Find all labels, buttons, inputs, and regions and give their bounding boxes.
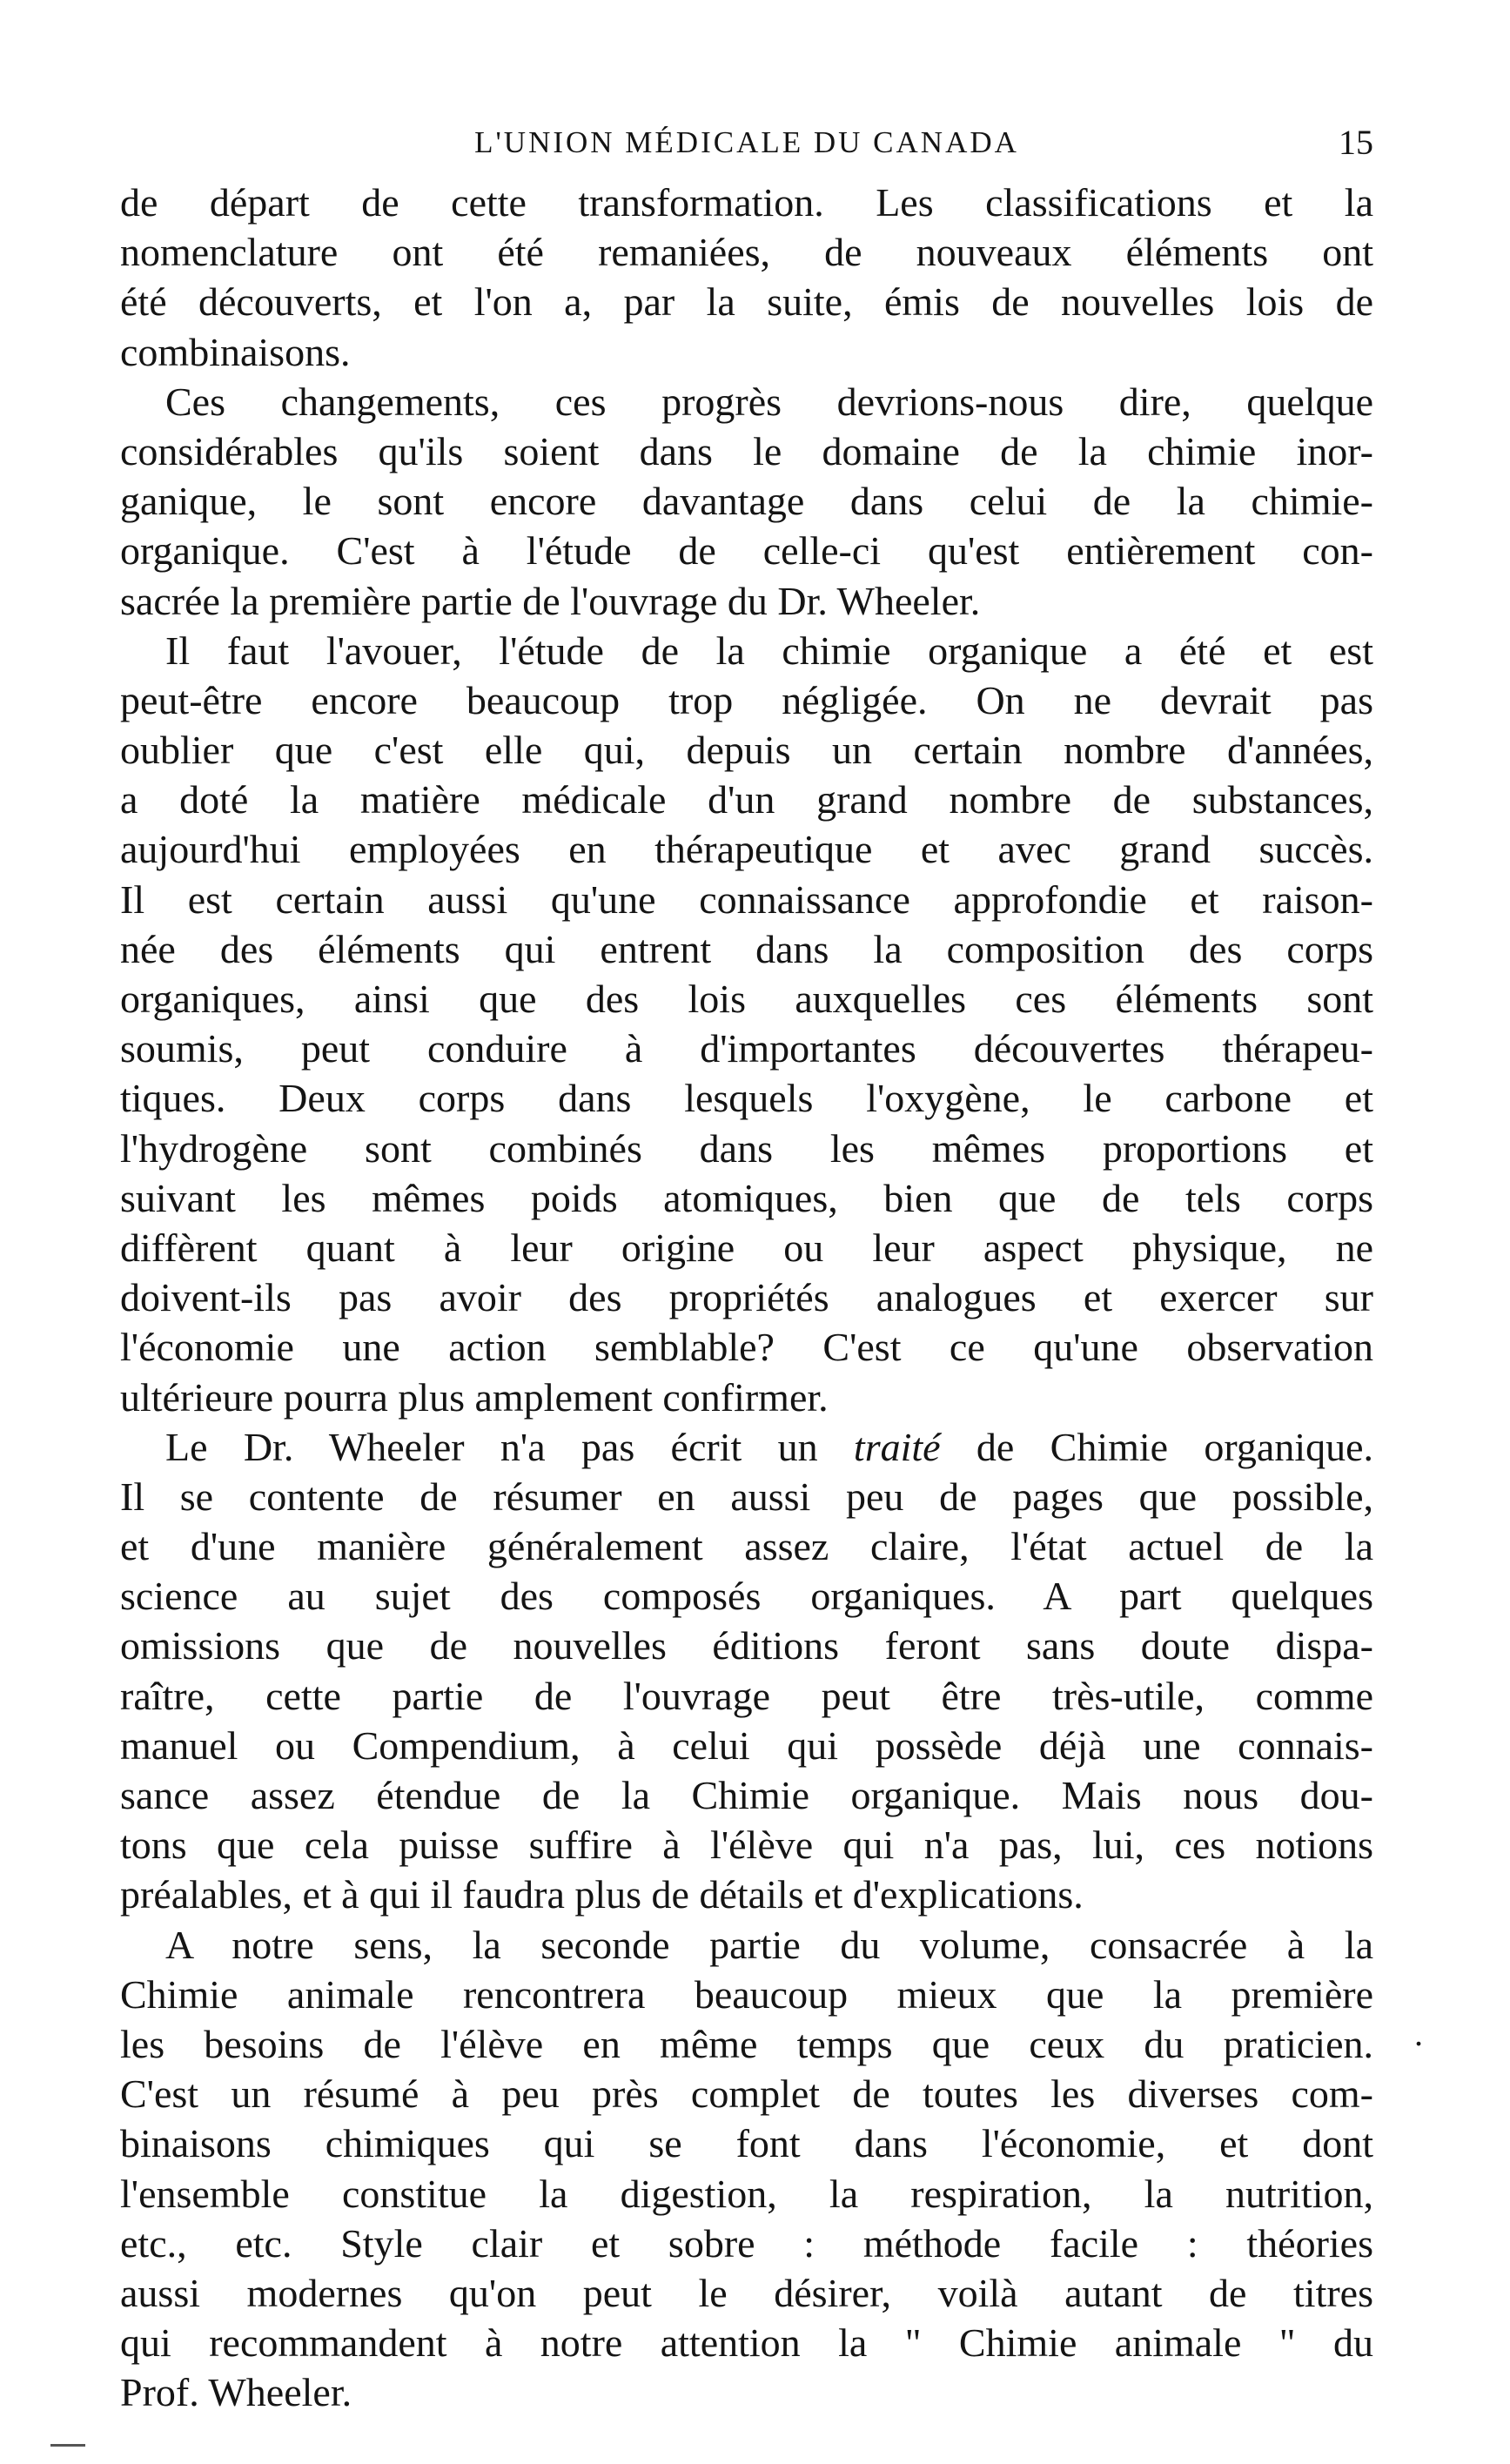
text-line: Ces changements, ces progrès devrions-nous dire, quelque [165, 379, 1373, 424]
text-line: binaisons chimiques qui se font dans l'économie, et dont [120, 2121, 1373, 2166]
text-line: etc., etc. Style clair et sobre : méthode facile : théories [120, 2220, 1373, 2266]
text-line: raître, cette partie de l'ouvrage peut être très-utile, comme [120, 1673, 1373, 1718]
text-line: A notre sens, la seconde partie du volume, consacrée à la [165, 1922, 1373, 1967]
page-number: 15 [1339, 123, 1373, 162]
text-line: ganique, le sont encore davantage dans celui de la chimie- [120, 479, 1373, 524]
footer-rule [50, 2444, 85, 2447]
text-line: sacrée la première partie de l'ouvrage du Dr. Wheeler. [120, 578, 981, 623]
book-page [120, 113, 1373, 2417]
text-line: sance assez étendue de la Chimie organique. Mais nous dou- [120, 1773, 1373, 1817]
text-line: peut-être encore beaucoup trop négligée. On ne devrait pas [120, 677, 1373, 722]
text-line: été découverts, et l'on a, par la suite, émis de nouvelles lois de [120, 279, 1373, 325]
text-line: Chimie animale rencontrera beaucoup mieux que la première [120, 1971, 1373, 2017]
text-line: et d'une manière généralement assez claire, l'état actuel de la [120, 1524, 1373, 1569]
text-line: nomenclature ont été remaniées, de nouveaux éléments ont [120, 230, 1373, 275]
text-line: C'est un résumé à peu près complet de toutes les diverses com- [120, 2071, 1373, 2117]
stray-mark: . [1414, 2014, 1423, 2053]
text-line: les besoins de l'élève en même temps que ceux du praticien. [120, 2021, 1373, 2066]
text-segment: de Chimie organique. [976, 1424, 1374, 1469]
text-line: tons que cela puisse suffire à l'élève qui n'a pas, lui, ces notions [120, 1823, 1373, 1868]
text-line [120, 1422, 1373, 1472]
running-title: L'UNION MÉDICALE DU CANADA [474, 125, 1019, 159]
running-head [120, 113, 1373, 174]
text-line: Prof. Wheeler. [120, 2370, 352, 2415]
text-line: née des éléments qui entrent dans la composition des corps [120, 926, 1373, 971]
text-line: l'économie une action semblable? C'est ce qu'une observation [120, 1325, 1373, 1370]
text-line: omissions que de nouvelles éditions feront sans doute dispa- [120, 1623, 1373, 1668]
text-line: qui recommandent à notre attention la " Chimie animale " du [120, 2320, 1373, 2366]
text-line: préalables, et à qui il faudra plus de détails et d'explications. [120, 1872, 1084, 1917]
text-line: l'hydrogène sont combinés dans les mêmes proportions et [120, 1125, 1373, 1171]
text-line: oublier que c'est elle qui, depuis un certain nombre d'années, [120, 728, 1373, 773]
text-line: manuel ou Compendium, à celui qui possède déjà une connais- [120, 1722, 1373, 1768]
text-line: considérables qu'ils soient dans le domaine de la chimie inor- [120, 428, 1373, 473]
text-line: de départ de cette transformation. Les classifications et la [120, 180, 1373, 225]
text-line: suivant les mêmes poids atomiques, bien que de tels corps [120, 1175, 1373, 1220]
text-segment: Le Dr. Wheeler n'a pas écrit un [165, 1424, 818, 1469]
text-line: aussi modernes qu'on peut le désirer, voilà autant de titres [120, 2270, 1373, 2315]
text-line: organique. C'est à l'étude de celle-ci qu'est entièrement con- [120, 528, 1373, 574]
text-line: a doté la matière médicale d'un grand nombre de substances, [120, 777, 1373, 822]
text-line: Il est certain aussi qu'une connaissance approfondie et raison- [120, 876, 1373, 922]
text-line: l'ensemble constitue la digestion, la respiration, la nutrition, [120, 2171, 1373, 2216]
text-line: aujourd'hui employées en thérapeutique et avec grand succès. [120, 827, 1373, 872]
text-line: tiques. Deux corps dans lesquels l'oxygène, le carbone et [120, 1076, 1373, 1121]
text-line: science au sujet des composés organiques. A part quelques [120, 1574, 1373, 1619]
text-line: doivent-ils pas avoir des propriétés analogues et exercer sur [120, 1275, 1373, 1320]
body-text [120, 178, 1373, 2417]
text-line: Il faut l'avouer, l'étude de la chimie organique a été et est [165, 628, 1373, 673]
text-line: diffèrent quant à leur origine ou leur aspect physique, ne [120, 1225, 1373, 1270]
text-line: ultérieure pourra plus amplement confirmer. [120, 1374, 829, 1420]
text-line: soumis, peut conduire à d'importantes découvertes thérapeu- [120, 1026, 1373, 1071]
italic-word: traité [853, 1424, 941, 1469]
text-line: organiques, ainsi que des lois auxquelles ces éléments sont [120, 977, 1373, 1021]
text-line: combinaisons. [120, 329, 351, 374]
text-line: Il se contente de résumer en aussi peu de pages que possible, [120, 1474, 1373, 1519]
